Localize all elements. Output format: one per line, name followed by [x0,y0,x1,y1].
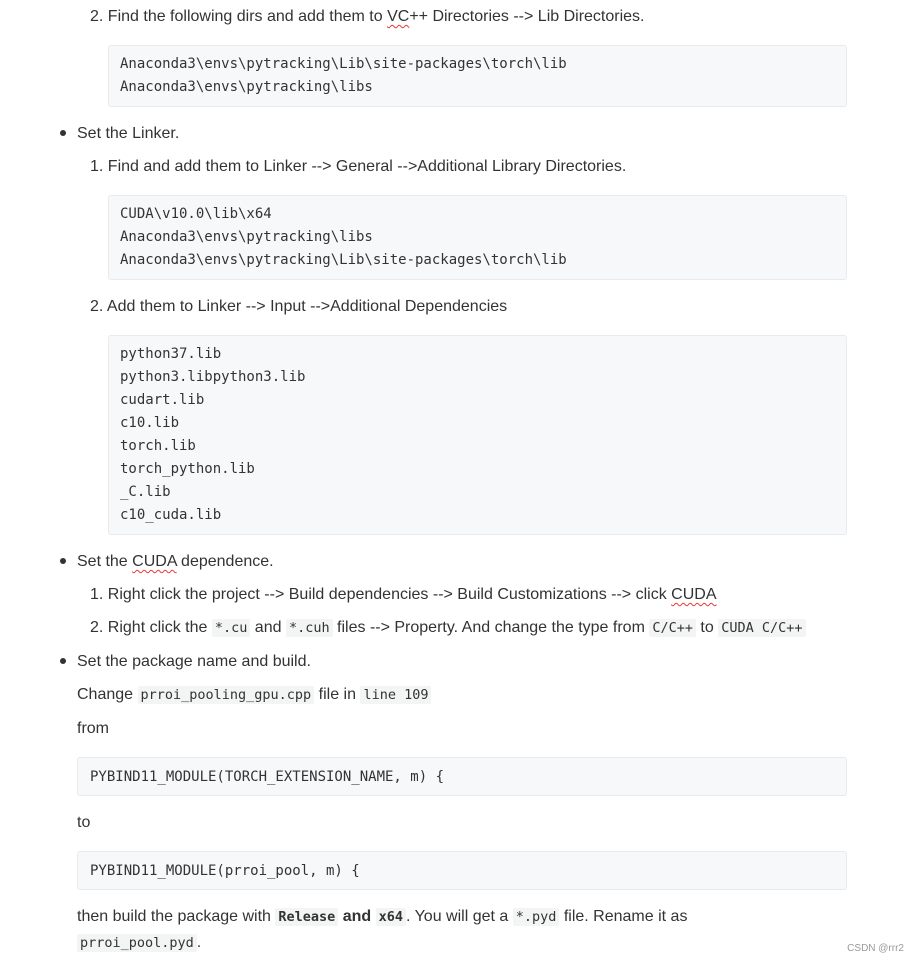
bullet-cuda [77,551,274,573]
inline-code: *.pyd [513,908,560,926]
bullet-build: Set the package name and build. [77,653,311,670]
code-line: cudart.lib [120,392,205,408]
inline-code: prroi_pooling_gpu.cpp [138,686,315,704]
step-cuda-1 [90,584,717,606]
code-line: Anaconda3\envs\pytracking\libs [120,229,373,245]
step-text: Right click the [107,619,212,636]
step-number: 2. [90,298,104,315]
code-block-lib-dirs [108,45,847,107]
change-line [77,684,431,706]
inline-code: C/C++ [649,619,696,637]
step-text: Find and add them to Linker --> General -->Additional Library Directories. [107,158,627,175]
vc-word: VC [387,8,410,25]
text: then build the package with [77,908,276,925]
text: Change [77,686,138,703]
final-paragraph-line2 [77,932,201,954]
code-line: CUDA\v10.0\lib\x64 [120,206,272,222]
step-linker-general [90,156,626,178]
step-linker-input [90,296,507,318]
code-line: PYBIND11_MODULE(prroi_pool, m) { [90,863,360,879]
step-text: files --> Property. And change the type from [332,619,650,636]
cuda-word: CUDA [671,586,717,603]
watermark: CSDN @rrr2 [847,943,904,954]
code-line: torch_python.lib [120,461,255,477]
step-number: 2. [90,8,104,25]
text: . [196,934,202,951]
text: . You will get a [406,908,513,925]
final-paragraph-line1 [77,906,687,928]
code-line: Anaconda3\envs\pytracking\libs [120,79,373,95]
code-line: Anaconda3\envs\pytracking\Lib\site-packages\torch\lib [120,252,567,268]
bold-text: and [338,908,376,925]
step-text-pre: Find the following dirs and add them to [107,8,388,25]
step-cuda-2 [90,617,806,639]
step-text: to [695,619,719,636]
code-line: _C.lib [120,484,171,500]
code-line: python37.lib [120,346,222,362]
inline-code: *.cuh [286,619,333,637]
bullet-text-post: dependence. [176,553,274,570]
text: file in [314,686,361,703]
step-number: 1. [90,586,104,603]
step-text-post: ++ Directories --> Lib Directories. [409,8,645,25]
step-lib-dirs [90,6,645,28]
bullet-dot [60,130,66,136]
cuda-word: CUDA [132,553,177,570]
inline-code: line 109 [360,686,431,704]
inline-code-bold: x64 [376,908,406,926]
code-line: torch.lib [120,438,196,454]
from-label: from [77,720,109,737]
step-number: 2. [90,619,104,636]
code-line: c10.lib [120,415,180,431]
text: file. Rename it as [559,908,688,925]
code-block-to [77,851,847,890]
code-block-linker-dirs [108,195,847,280]
code-line: PYBIND11_MODULE(TORCH_EXTENSION_NAME, m) { [90,769,445,785]
code-line: c10_cuda.lib [120,507,222,523]
inline-code: prroi_pool.pyd [77,934,197,952]
bullet-dot [60,558,66,564]
step-text: and [250,619,286,636]
step-text: Add them to Linker --> Input -->Additional Dependencies [106,298,508,315]
to-label: to [77,814,91,831]
inline-code: *.cu [212,619,251,637]
step-text: Right click the project --> Build dependencies --> Build Customizations --> click [107,586,672,603]
code-line: Anaconda3\envs\pytracking\Lib\site-packages\torch\lib [120,56,567,72]
inline-code: CUDA C/C++ [718,619,805,637]
inline-code-bold: Release [275,908,338,926]
code-block-from [77,757,847,796]
bullet-dot [60,658,66,664]
code-block-dependencies [108,335,847,535]
bullet-text-pre: Set the [77,553,133,570]
bullet-linker: Set the Linker. [77,125,180,142]
step-number: 1. [90,158,104,175]
code-line: python3.libpython3.lib [120,369,306,385]
